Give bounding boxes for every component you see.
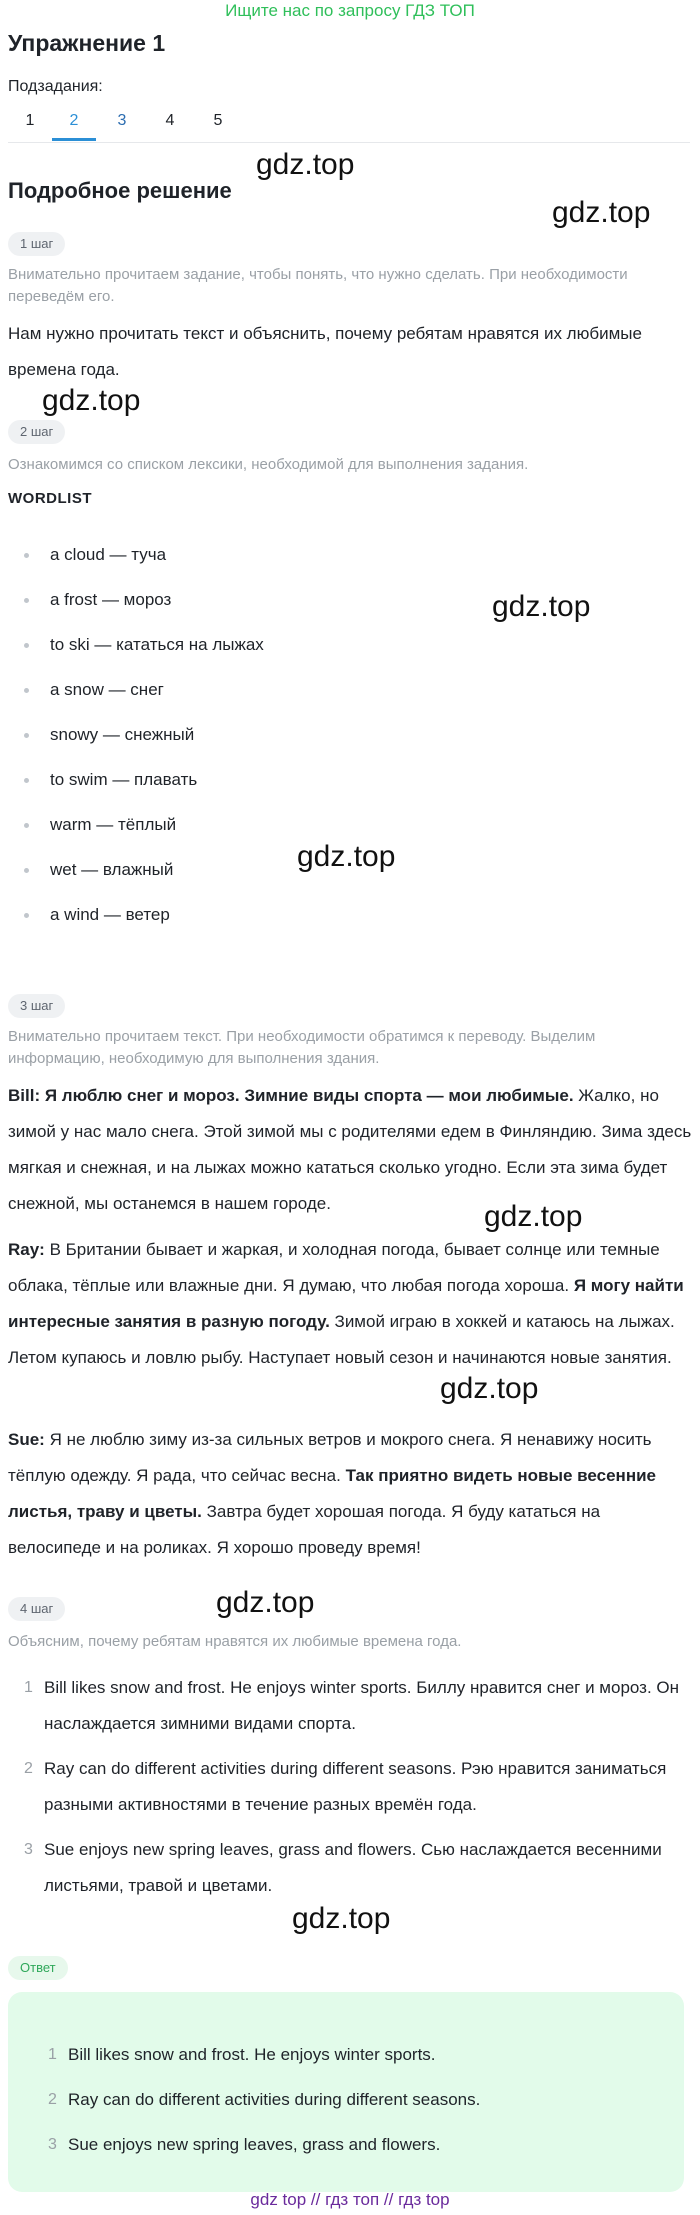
speaker-name: Bill: — [8, 1086, 41, 1105]
watermark: gdz.top — [42, 384, 141, 417]
tab-5[interactable]: 5 — [213, 112, 223, 129]
paragraph-text: Жалко, но зимой у нас мало снега. Этой зимой мы с родителями едем в Финляндию. Зима здесь мягкая и снежная, и на лыжах можно кататься сколько угодно. Если эта зима будет снежной, мы останемся в нашем городе. — [8, 1086, 692, 1213]
step-hint: Ознакомимся со списком лексики, необходимой для выполнения задания. — [8, 456, 529, 473]
subtasks-label: Подзадания: — [8, 78, 103, 95]
highlight-text: Я могу найти интересные занятия в разную погоду. — [8, 1276, 684, 1331]
paragraph-text: Завтра будет хорошая погода. Я буду кататься на велосипеде и на роликах. Я хорошо проведу время! — [8, 1502, 601, 1557]
watermark: gdz.top — [292, 1902, 391, 1935]
bullet-icon — [24, 778, 29, 783]
bullet-icon — [24, 643, 29, 648]
paragraph-text: Зимой играю в хоккей и катаюсь на лыжах. Летом купаюсь и ловлю рыбу. Наступает новый сезон и начинаются новые занятия. — [8, 1312, 675, 1367]
tab-1[interactable]: 1 — [25, 112, 35, 129]
wordlist-title: WORDLIST — [8, 490, 92, 507]
exercise-title: Упражнение 1 — [8, 30, 166, 56]
active-tab-indicator — [52, 138, 96, 141]
watermark: gdz.top — [216, 1586, 315, 1619]
step-badge: 2 шаг — [8, 420, 65, 444]
speaker-name: Ray: — [8, 1240, 45, 1259]
step-badge: 4 шаг — [8, 1597, 65, 1621]
text-paragraph-bill — [8, 1078, 692, 1222]
bullet-icon — [24, 823, 29, 828]
tab-4[interactable]: 4 — [165, 112, 175, 129]
watermark: gdz.top — [552, 196, 651, 229]
paragraph-text: Я не люблю зиму из-за сильных ветров и мокрого снега. Я ненавижу носить тёплую одежду. Я рада, что сейчас весна. — [8, 1430, 652, 1485]
answer-badge: Ответ — [8, 1956, 68, 1980]
text-paragraph-ray — [8, 1232, 692, 1376]
watermark: gdz.top — [484, 1200, 583, 1233]
answer-box: 1 Bill likes snow and frost. He enjoys winter sports. 2 Ray can do different activities during different seasons. 3 Sue enjoys new spring leaves, grass and flowers. — [8, 1992, 684, 2192]
watermark: gdz.top — [440, 1372, 539, 1405]
paragraph-text: В Британии бывает и жаркая, и холодная погода, бывает солнце или темные облака, тёплые или влажные дни. Я думаю, что любая погода хороша. — [8, 1240, 660, 1295]
step-text: Нам нужно прочитать текст и объяснить, почему ребятам нравятся их любимые времена года. — [8, 324, 642, 379]
subtask-tabs — [8, 108, 690, 143]
tab-3[interactable]: 3 — [117, 112, 127, 129]
watermark: gdz.top — [297, 840, 396, 873]
step-hint: Объясним, почему ребятам нравятся их любимые времена года. — [8, 1633, 462, 1650]
step-hint: Внимательно прочитаем текст. При необходимости обратимся к переводу. Выделим информацию, необходимую для выполнения здания. — [8, 1028, 596, 1067]
top-banner: Ищите нас по запросу ГДЗ ТОП — [225, 1, 475, 20]
step-hint: Внимательно прочитаем задание, чтобы понять, что нужно сделать. При необходимости переведём его. — [8, 266, 628, 305]
text-paragraph-sue — [8, 1422, 692, 1566]
bullet-icon — [24, 553, 29, 558]
tab-2[interactable]: 2 — [69, 112, 79, 129]
highlight-text: Я люблю снег и мороз. Зимние виды спорта — мои любимые. — [44, 1086, 574, 1105]
bullet-icon — [24, 598, 29, 603]
solution-title: Подробное решение — [8, 178, 232, 203]
bullet-icon — [24, 913, 29, 918]
step-badge: 1 шаг — [8, 232, 65, 256]
highlight-text: Так приятно видеть новые весенние листья, траву и цветы. — [8, 1466, 656, 1521]
bullet-icon — [24, 868, 29, 873]
watermark: gdz.top — [256, 148, 355, 181]
watermark: gdz.top — [492, 590, 591, 623]
speaker-name: Sue: — [8, 1430, 45, 1449]
footer-links[interactable]: gdz top // гдз топ // гдз top — [250, 2190, 450, 2209]
bullet-icon — [24, 688, 29, 693]
step-badge: 3 шаг — [8, 994, 65, 1018]
bullet-icon — [24, 733, 29, 738]
